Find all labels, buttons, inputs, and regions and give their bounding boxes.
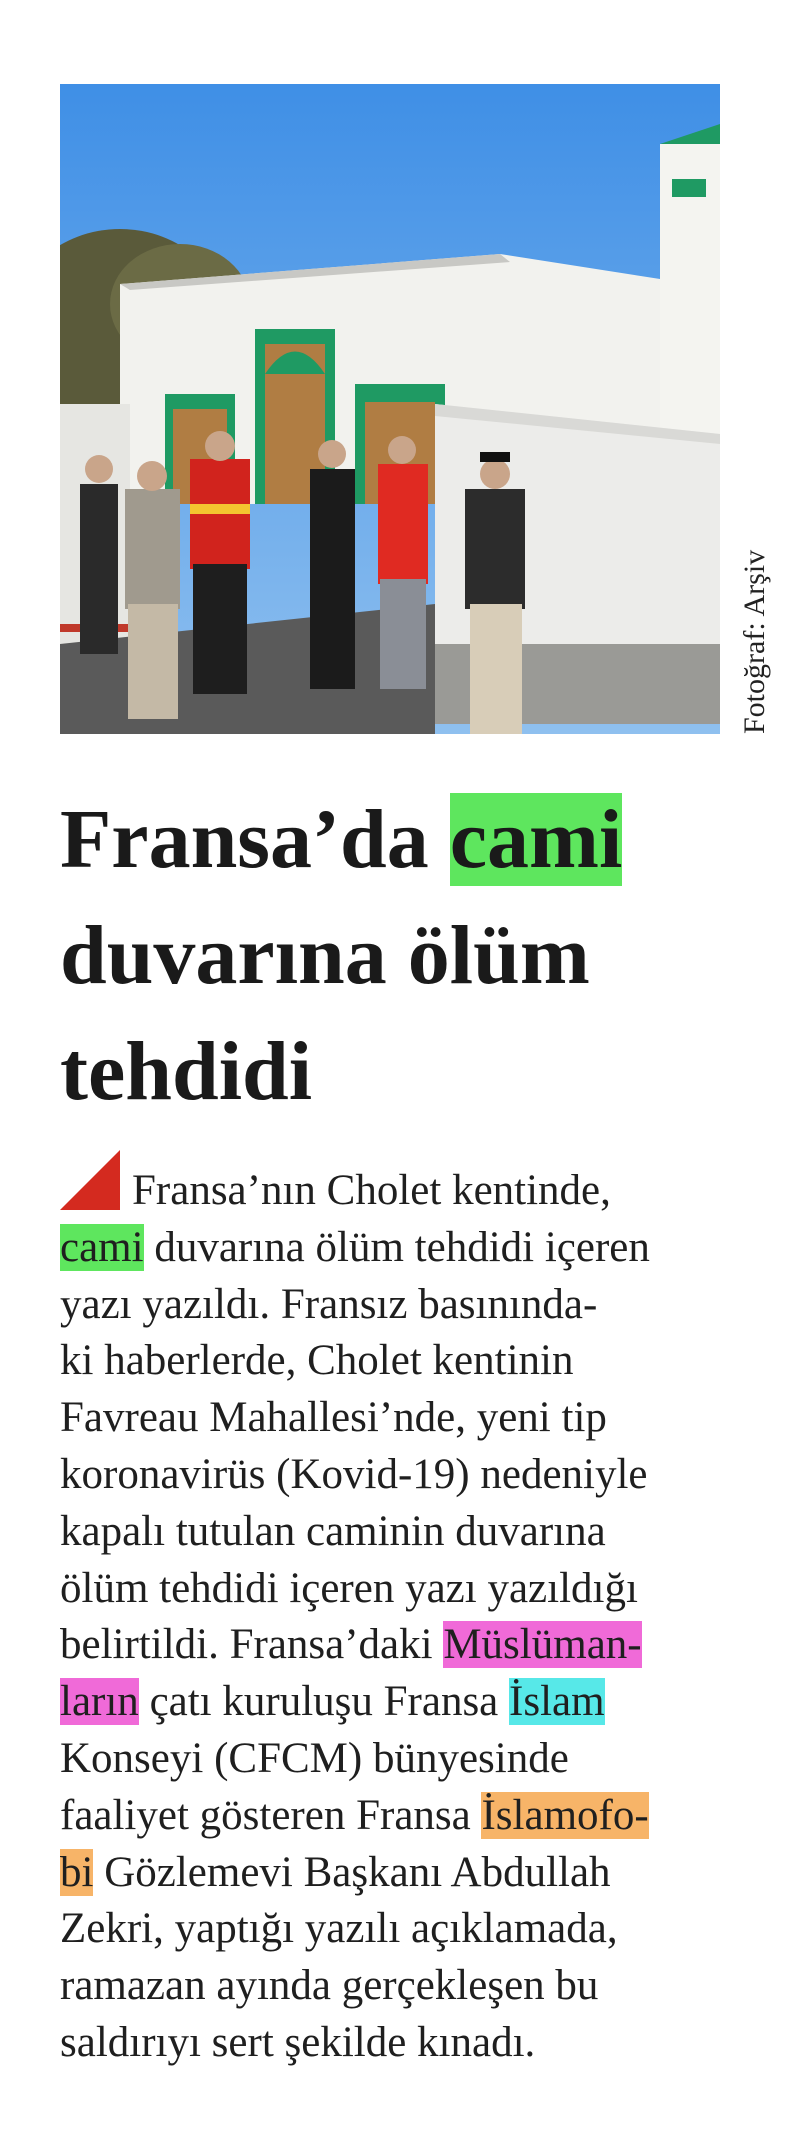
highlight-cyan: İslam: [509, 1678, 605, 1726]
body-line: ramazan ayında gerçekleşen bu: [60, 1962, 599, 2010]
highlight-pink: ların: [60, 1678, 139, 1726]
red-triangle-marker: [60, 1150, 120, 1210]
body-line: ölüm tehdidi içeren yazı yazıldığı: [60, 1564, 638, 1612]
body-line: çatı kuruluşu Fransa: [138, 1678, 510, 1726]
body-line: ki haberlerde, Cholet kentinin: [60, 1337, 574, 1385]
headline-line: duvarına ölüm: [60, 909, 590, 1002]
article-body: [60, 1150, 770, 2072]
body-line: Gözlemevi Başkanı Abdullah: [93, 1848, 611, 1896]
body-line: Favreau Mahallesi’nde, yeni tip: [60, 1394, 607, 1442]
highlight-pink: Müslüman-: [443, 1621, 642, 1669]
headline-text: Fransa’da: [60, 793, 450, 886]
mosque-photo-illustration: [60, 84, 720, 734]
news-photo: [60, 84, 720, 734]
body-line: koronavirüs (Kovid-19) nedeniyle: [60, 1450, 648, 1498]
body-line: belirtildi. Fransa’daki: [60, 1621, 444, 1669]
headline-line: tehdidi: [60, 1025, 313, 1118]
highlight-orange: İslamofo-: [481, 1791, 649, 1839]
body-line: kapalı tutulan caminin duvarına: [60, 1507, 606, 1555]
photo-credit: Fotoğraf: Arşiv: [738, 549, 771, 734]
body-line: saldırıyı sert şekilde kınadı.: [60, 2018, 536, 2066]
body-line: faaliyet gösteren Fransa: [60, 1791, 482, 1839]
body-line: Konseyi (CFCM) bünyesinde: [60, 1734, 569, 1782]
body-line: Zekri, yaptığı yazılı açıklamada,: [60, 1905, 618, 1953]
body-line: yazı yazıldı. Fransız basınında-: [60, 1280, 598, 1328]
highlight-green: cami: [449, 793, 623, 886]
body-line: Fransa’nın Cholet kentinde,: [132, 1167, 611, 1214]
headline: [60, 782, 760, 1130]
highlight-green: cami: [60, 1223, 144, 1271]
body-line: duvarına ölüm tehdidi içeren: [143, 1223, 650, 1271]
highlight-orange: bi: [60, 1848, 94, 1896]
